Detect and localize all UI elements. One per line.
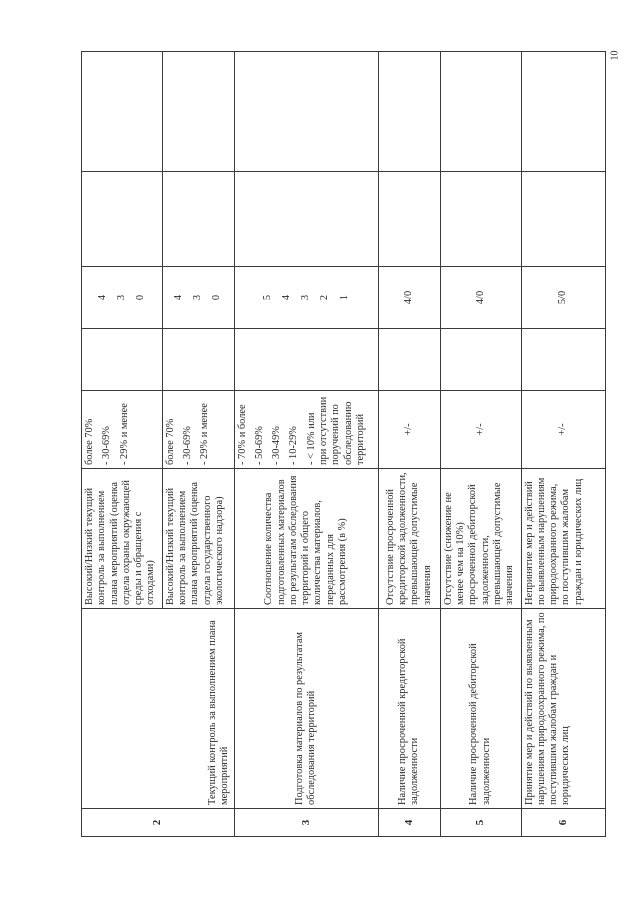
- indicator-cell: Текущий контроль за выполнением плана мероприятий: [82, 609, 235, 809]
- empty-cell: [234, 52, 378, 172]
- score-item: 3: [300, 294, 312, 301]
- empty-cell: [379, 52, 441, 172]
- score-cell: [162, 267, 234, 329]
- empty-cell: [521, 172, 605, 267]
- criteria-item: - < 10% или при отсутствии поручений по обследованию территорий: [305, 396, 366, 465]
- score-cell: 4/0: [440, 267, 521, 329]
- criteria-item: - 29% и менее: [118, 403, 130, 465]
- empty-cell: [162, 52, 234, 172]
- score-item: 3: [115, 294, 127, 301]
- score-cell: [234, 267, 378, 329]
- row-number: 3: [234, 809, 378, 837]
- criteria-cell: +/-: [379, 391, 441, 469]
- table-row: [440, 52, 521, 837]
- criteria-item: - 70% и более: [236, 404, 248, 465]
- empty-cell: [82, 172, 163, 267]
- criteria-item: - 10-29%: [288, 426, 300, 465]
- score-item: 4: [280, 294, 292, 301]
- criteria-item: - 30-69%: [101, 426, 113, 465]
- criteria-item: - 50-69%: [253, 426, 265, 465]
- description-cell: Высокий/Низкий текущий контроль за выполнением плана мероприятий (оценка отдела охраны окружающей среды и обращения с отходами): [82, 469, 163, 609]
- empty-cell: [521, 329, 605, 391]
- description-cell: Отсутствие просроченной кредиторской задолженности, превышающей допустимые значения: [379, 469, 441, 609]
- score-item: 4: [172, 294, 184, 301]
- score-item: 1: [338, 294, 350, 301]
- description-cell: Непринятие мер и действий по выявленным нарушениям природоохранного режима, по поступившим жалобам граждан и юридических лиц: [521, 469, 605, 609]
- empty-cell: [440, 329, 521, 391]
- row-number: 2: [82, 809, 235, 837]
- score-item: 2: [319, 294, 331, 301]
- description-cell: Высокий/Низкий текущий контроль за выполнением плана мероприятий (оценка отдела государственного экологического надзора): [162, 469, 234, 609]
- empty-cell: [521, 52, 605, 172]
- row-number: 5: [440, 809, 521, 837]
- score-cell: 5/0: [521, 267, 605, 329]
- description-cell: Соотношение количества подготовленных материалов по результатам обследования территорий и общего количества материалов, переданных для рассмотрения (в %): [234, 469, 378, 609]
- criteria-cell: +/-: [440, 391, 521, 469]
- criteria-cell: +/-: [521, 391, 605, 469]
- table-row: [379, 52, 441, 837]
- score-item: 0: [211, 294, 223, 301]
- indicator-cell: Наличие просроченной кредиторской задолженности: [379, 609, 441, 809]
- empty-cell: [82, 329, 163, 391]
- score-item: 0: [135, 294, 147, 301]
- empty-cell: [379, 172, 441, 267]
- table-row: [521, 52, 605, 837]
- criteria-item: - 30-69%: [182, 426, 194, 465]
- score-cell: 4/0: [379, 267, 441, 329]
- criteria-cell: [82, 391, 163, 469]
- score-item: 4: [96, 294, 108, 301]
- criteria-item: более 70%: [84, 418, 95, 465]
- empty-cell: [162, 329, 234, 391]
- empty-cell: [440, 52, 521, 172]
- criteria-item: более 70%: [164, 418, 176, 465]
- criteria-item: - 30-49%: [271, 426, 283, 465]
- criteria-cell: [234, 391, 378, 469]
- criteria-cell: [162, 391, 234, 469]
- criteria-item: - 29% и менее: [199, 403, 211, 465]
- empty-cell: [440, 172, 521, 267]
- row-number: 4: [379, 809, 441, 837]
- description-cell: Отсутствие (снижение не менее чем на 10%) просроченной дебиторской задолженности, превышающей допустимые значения: [440, 469, 521, 609]
- indicator-cell: Подготовка материалов по результатам обследования территорий: [234, 609, 378, 809]
- empty-cell: [234, 329, 378, 391]
- empty-cell: [234, 172, 378, 267]
- score-item: 3: [192, 294, 204, 301]
- empty-cell: [82, 52, 163, 172]
- rotated-table-sheet: [81, 52, 606, 837]
- row-number: 6: [521, 809, 605, 837]
- table-row: [234, 52, 378, 837]
- empty-cell: [162, 172, 234, 267]
- criteria-table: [81, 51, 606, 837]
- table-row: [82, 52, 163, 837]
- indicator-cell: Принятие мер и действий по выявленным нарушениям природоохранного режима, по поступившим жалобам граждан и юридических лиц: [521, 609, 605, 809]
- page-number: 10: [609, 50, 621, 61]
- empty-cell: [379, 329, 441, 391]
- score-cell: [82, 267, 163, 329]
- score-item: 5: [261, 294, 273, 301]
- indicator-cell: Наличие просроченной дебиторской задолженности: [440, 609, 521, 809]
